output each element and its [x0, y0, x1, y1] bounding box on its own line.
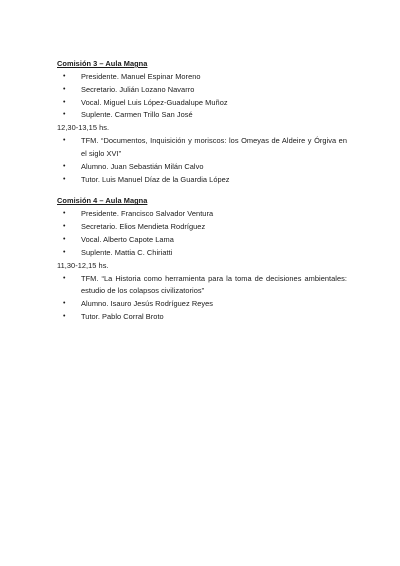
session-time: 11,30-12,15 hs. — [57, 260, 109, 270]
commission-4 — [57, 195, 347, 323]
bullet-icon: • — [63, 85, 66, 93]
bullet-icon: • — [63, 300, 66, 308]
list-item — [57, 109, 347, 122]
member-vocal: Vocal. Miguel Luis López-Guadalupe Muñoz — [81, 97, 228, 107]
commission-members-list — [57, 71, 347, 122]
member-vocal: Vocal. Alberto Capote Lama — [81, 234, 174, 244]
session-list — [57, 135, 347, 186]
bullet-icon: • — [63, 162, 66, 170]
tfm-title: TFM. “Documentos, Inquisición y moriscos: los Omeyas de Aldeire y Órgiva en el siglo XVI” — [81, 136, 347, 158]
bullet-icon: • — [63, 111, 66, 119]
bullet-icon: • — [63, 248, 66, 256]
commission-members-list — [57, 208, 347, 259]
member-president: Presidente. Francisco Salvador Ventura — [81, 209, 214, 219]
list-item — [57, 311, 347, 324]
member-secretary: Secretario. Julián Lozano Navarro — [81, 84, 195, 94]
document-content — [57, 58, 347, 324]
bullet-icon: • — [63, 223, 66, 231]
list-item — [57, 208, 347, 221]
bullet-icon: • — [63, 274, 66, 282]
member-president: Presidente. Manuel Espinar Moreno — [81, 72, 201, 81]
list-item — [57, 174, 347, 187]
member-substitute: Suplente. Mattia C. Chiriatti — [81, 247, 173, 257]
student-name: Alumno. Juan Sebastián Milán Calvo — [81, 161, 204, 171]
bullet-icon: • — [63, 137, 66, 145]
bullet-icon: • — [63, 235, 66, 243]
bullet-icon: • — [63, 312, 66, 320]
student-name: Alumno. Isauro Jesús Rodríguez Reyes — [81, 299, 214, 309]
session-list — [57, 273, 347, 324]
list-item — [57, 161, 347, 174]
list-item — [57, 298, 347, 311]
commission-heading: Comisión 3 – Aula Magna — [57, 59, 148, 68]
bullet-icon: • — [63, 73, 66, 80]
commission-heading: Comisión 4 – Aula Magna — [57, 196, 148, 206]
list-item — [57, 84, 347, 97]
list-item — [57, 273, 347, 299]
section-gap — [57, 186, 347, 195]
list-item — [57, 71, 347, 84]
list-item — [57, 247, 347, 260]
list-item — [57, 135, 347, 161]
bullet-icon: • — [63, 98, 66, 106]
list-item — [57, 97, 347, 110]
bullet-icon: • — [63, 175, 66, 183]
session-time: 12,30-13,15 hs. — [57, 123, 110, 133]
tutor-name: Tutor. Pablo Corral Broto — [81, 311, 164, 321]
member-substitute: Suplente. Carmen Trillo San José — [81, 110, 193, 120]
list-item — [57, 234, 347, 247]
list-item — [57, 221, 347, 234]
commission-3 — [57, 58, 347, 186]
tutor-name: Tutor. Luis Manuel Díaz de la Guardia López — [81, 174, 230, 184]
bullet-icon: • — [63, 210, 66, 218]
member-secretary: Secretario. Elios Mendieta Rodríguez — [81, 222, 206, 232]
tfm-title: TFM. “La Historia como herramienta para la toma de decisiones ambientales: estudio de los colapsos civilizatorios” — [81, 273, 347, 296]
